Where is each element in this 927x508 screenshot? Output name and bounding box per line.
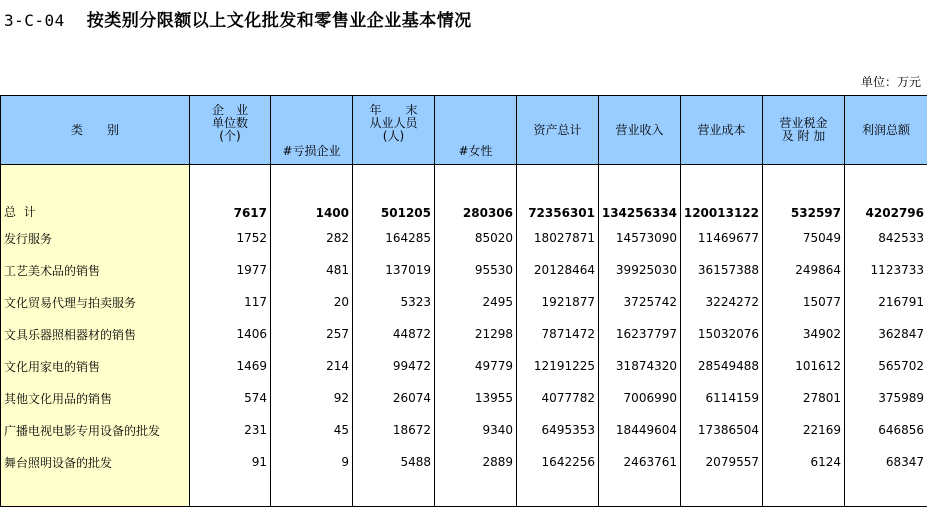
header-category: 类 别 [1, 96, 190, 165]
cell-units: 7617 [190, 187, 271, 222]
cell-tax: 532597 [763, 187, 845, 222]
table-row [1, 414, 927, 446]
cell-assets: 7871472 [517, 318, 599, 350]
cell-loss: 92 [271, 382, 353, 414]
cell-profit: 646856 [845, 414, 927, 446]
cell-female: 280306 [435, 187, 517, 222]
header-employees-label: 年 末 从业人员 (人) [369, 103, 418, 143]
cell-loss: 45 [271, 414, 353, 446]
header-assets: 资产总计 [517, 96, 599, 165]
row-category: 文具乐器照相器材的销售 [1, 318, 190, 350]
cell-revenue: 3725742 [599, 286, 681, 318]
cell-employees: 26074 [353, 382, 435, 414]
cell-assets: 4077782 [517, 382, 599, 414]
cell-profit: 216791 [845, 286, 927, 318]
cell-employees: 137019 [353, 254, 435, 286]
cell-female: 49779 [435, 350, 517, 382]
cell-assets: 12191225 [517, 350, 599, 382]
cell-profit: 4202796 [845, 187, 927, 222]
header-tax: 营业税金 及 附 加 [763, 96, 845, 165]
cell-cost: 15032076 [681, 318, 763, 350]
cell-employees: 44872 [353, 318, 435, 350]
table-title: 按类别分限额以上文化批发和零售业企业基本情况 [86, 11, 472, 31]
cell-employees: 99472 [353, 350, 435, 382]
row-category: 文化用家电的销售 [1, 350, 190, 382]
cell-profit: 362847 [845, 318, 927, 350]
table-row [1, 318, 927, 350]
cell-profit: 842533 [845, 222, 927, 254]
header-employees [353, 96, 435, 143]
table-row [1, 446, 927, 478]
cell-revenue: 2463761 [599, 446, 681, 478]
row-category: 广播电视电影专用设备的批发 [1, 414, 190, 446]
cell-units: 574 [190, 382, 271, 414]
cell-employees: 18672 [353, 414, 435, 446]
cell-cost: 17386504 [681, 414, 763, 446]
cell-units: 1406 [190, 318, 271, 350]
cell-female: 95530 [435, 254, 517, 286]
cell-loss: 257 [271, 318, 353, 350]
cell-units: 1752 [190, 222, 271, 254]
table-row [1, 350, 927, 382]
cell-units: 117 [190, 286, 271, 318]
table-row [1, 286, 927, 318]
cell-female: 2889 [435, 446, 517, 478]
cell-female: 2495 [435, 286, 517, 318]
cell-female: 21298 [435, 318, 517, 350]
cell-cost: 28549488 [681, 350, 763, 382]
row-category: 工艺美术品的销售 [1, 254, 190, 286]
cell-tax: 249864 [763, 254, 845, 286]
row-category: 其他文化用品的销售 [1, 382, 190, 414]
cell-revenue: 39925030 [599, 254, 681, 286]
cell-revenue: 7006990 [599, 382, 681, 414]
table-body [1, 165, 927, 507]
cell-tax: 75049 [763, 222, 845, 254]
header-loss: #亏损企业 [271, 96, 353, 165]
row-category: 文化贸易代理与拍卖服务 [1, 286, 190, 318]
cell-tax: 101612 [763, 350, 845, 382]
cell-tax: 34902 [763, 318, 845, 350]
cell-tax: 22169 [763, 414, 845, 446]
cell-assets: 20128464 [517, 254, 599, 286]
header-female: #女性 [435, 96, 517, 165]
total-row [1, 187, 927, 222]
cell-employees: 5488 [353, 446, 435, 478]
header-cost: 营业成本 [681, 96, 763, 165]
cell-assets: 72356301 [517, 187, 599, 222]
cell-assets: 18027871 [517, 222, 599, 254]
cell-loss: 481 [271, 254, 353, 286]
unit-label: 单位：万元 [860, 75, 921, 89]
row-category: 发行服务 [1, 222, 190, 254]
cell-units: 91 [190, 446, 271, 478]
cell-units: 231 [190, 414, 271, 446]
header-revenue: 营业收入 [599, 96, 681, 165]
cell-employees: 501205 [353, 187, 435, 222]
cell-employees: 164285 [353, 222, 435, 254]
cell-cost: 36157388 [681, 254, 763, 286]
data-table [0, 95, 927, 507]
header-profit: 利润总额 [845, 96, 927, 165]
cell-profit: 375989 [845, 382, 927, 414]
cell-profit: 1123733 [845, 254, 927, 286]
page-title [4, 6, 472, 31]
row-category: 舞台照明设备的批发 [1, 446, 190, 478]
table-row [1, 222, 927, 254]
cell-female: 85020 [435, 222, 517, 254]
spacer-row [1, 165, 927, 188]
cell-revenue: 14573090 [599, 222, 681, 254]
cell-employees: 5323 [353, 286, 435, 318]
header-units [190, 96, 271, 143]
cell-revenue: 16237797 [599, 318, 681, 350]
cell-female: 9340 [435, 414, 517, 446]
cell-units: 1977 [190, 254, 271, 286]
cell-units: 1469 [190, 350, 271, 382]
cell-assets: 1921877 [517, 286, 599, 318]
cell-tax: 6124 [763, 446, 845, 478]
cell-cost: 6114159 [681, 382, 763, 414]
cell-profit: 68347 [845, 446, 927, 478]
cell-loss: 20 [271, 286, 353, 318]
table-code: 3-C-04 [4, 11, 65, 30]
cell-cost: 2079557 [681, 446, 763, 478]
cell-revenue: 134256334 [599, 187, 681, 222]
bottom-row [1, 478, 927, 507]
cell-female: 13955 [435, 382, 517, 414]
cell-loss: 9 [271, 446, 353, 478]
cell-revenue: 18449604 [599, 414, 681, 446]
table-row [1, 254, 927, 286]
cell-tax: 15077 [763, 286, 845, 318]
cell-cost: 120013122 [681, 187, 763, 222]
table-row [1, 382, 927, 414]
cell-assets: 1642256 [517, 446, 599, 478]
cell-loss: 214 [271, 350, 353, 382]
row-category: 总 计 [1, 187, 190, 222]
cell-assets: 6495353 [517, 414, 599, 446]
cell-cost: 3224272 [681, 286, 763, 318]
header-units-label: 企 业 单位数 (个) [211, 103, 248, 143]
cell-loss: 1400 [271, 187, 353, 222]
cell-revenue: 31874320 [599, 350, 681, 382]
cell-tax: 27801 [763, 382, 845, 414]
cell-loss: 282 [271, 222, 353, 254]
cell-profit: 565702 [845, 350, 927, 382]
cell-cost: 11469677 [681, 222, 763, 254]
